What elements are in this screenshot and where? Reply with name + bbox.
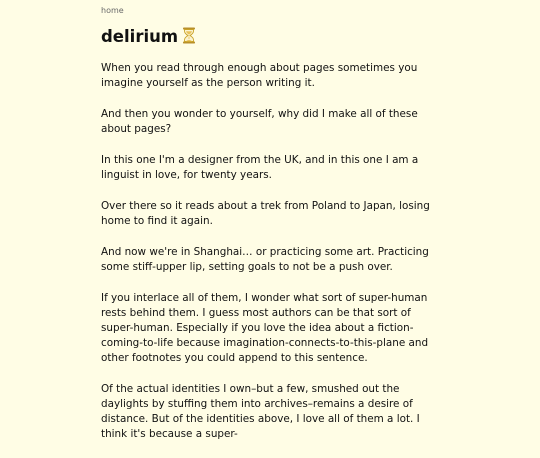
paragraph: When you read through enough about pages sometimes you imagine yourself as the person writing it. <box>101 62 418 89</box>
paragraph: Over there so it reads about a trek from Poland to Japan, losing home to find it again. <box>101 200 430 227</box>
page-title-text: delirium <box>101 27 179 46</box>
paragraph: In this one I'm a designer from the UK, and in this one I am a linguist in love, for twenty years. <box>101 154 419 181</box>
paragraph: If you interlace all of them, I wonder what sort of super-human rests behind them. I guess most authors can be that sort of super-human. Especially if you love the idea about a fiction-coming-to-life because imagination-connects-to-this-plane and other footnotes you could append to this sentence. <box>101 292 429 364</box>
hourglass-icon <box>182 27 196 50</box>
article-body <box>101 61 446 458</box>
paragraph: And then you wonder to yourself, why did I make all of these about pages? <box>101 108 418 135</box>
paragraph: And now we're in Shanghai… or practicing some art. Practicing some stiff-upper lip, setting goals to not be a push over. <box>101 246 429 273</box>
home-link[interactable]: home <box>101 6 124 15</box>
page-title <box>101 26 196 50</box>
paragraph: Of the actual identities I own–but a few, smushed out the daylights by stuffing them into archives–remains a desire of distance. But of the identities above, I love all of them a lot. I think it's because a super- <box>101 383 420 440</box>
